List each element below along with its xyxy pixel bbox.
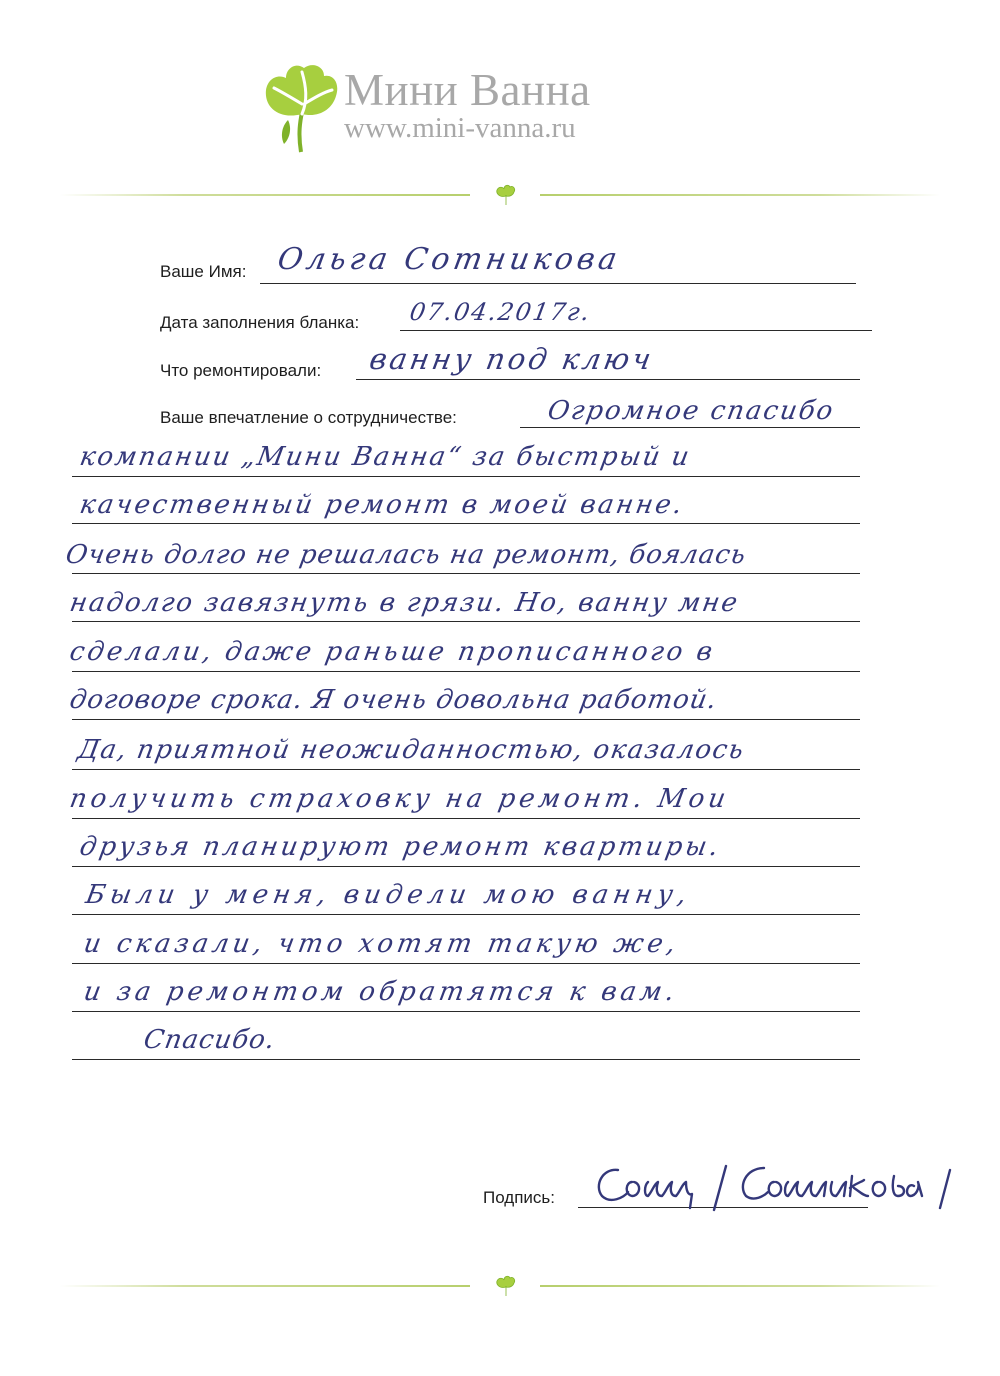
- impression-line: друзья планируют ремонт квартиры.: [77, 832, 724, 862]
- repair-value: ванну под ключ: [367, 342, 657, 376]
- impression-rule: [72, 621, 860, 622]
- impression-rule: [72, 866, 860, 867]
- impression-line: Спасибо.: [141, 1025, 278, 1055]
- leaf-icon: [495, 184, 517, 206]
- impression-line: Очень долго не решалась на ремонт, боялась: [63, 540, 749, 570]
- impression-rule-1: [520, 427, 860, 428]
- repair-label: Что ремонтировали:: [160, 361, 322, 380]
- impression-line: получить страховку на ремонт. Мои: [67, 784, 732, 814]
- logo-url: www.mini-vanna.ru: [344, 112, 576, 144]
- impression-line: Были у меня, видели мою ванну,: [83, 880, 694, 910]
- repair-rule: [356, 379, 860, 380]
- impression-rule: [72, 963, 860, 964]
- date-label: Дата заполнения бланка:: [160, 313, 360, 332]
- impression-rule: [72, 523, 860, 524]
- grape-leaf-icon: [262, 64, 340, 154]
- impression-rule: [72, 818, 860, 819]
- impression-line: Да, приятной неожиданностью, оказалось: [75, 735, 748, 765]
- impression-line: сделали, даже раньше прописанного в: [67, 637, 718, 667]
- impression-label: Ваше впечатление о сотрудничестве:: [160, 408, 457, 427]
- impression-line: и сказали, что хотят такую же,: [81, 929, 682, 959]
- name-rule: [260, 283, 856, 284]
- impression-rule: [72, 476, 860, 477]
- impression-line: и за ремонтом обратятся к вам.: [81, 977, 681, 1007]
- logo-title: Мини Ванна: [344, 65, 591, 115]
- impression-rule: [72, 769, 860, 770]
- impression-rule: [72, 573, 860, 574]
- name-label: Ваше Имя:: [160, 262, 247, 281]
- date-value: 07.04.2017г.: [407, 298, 594, 326]
- leaf-icon: [495, 1275, 517, 1297]
- top-divider: [60, 184, 940, 206]
- name-value: Ольга Сотникова: [274, 242, 624, 277]
- impression-rule: [72, 1059, 860, 1060]
- impression-rule: [72, 914, 860, 915]
- handwritten-signature: [588, 1152, 980, 1214]
- impression-rule: [72, 671, 860, 672]
- date-rule: [400, 330, 872, 331]
- impression-rule: [72, 1011, 860, 1012]
- bottom-divider: [60, 1275, 940, 1297]
- impression-line: надолго завязнуть в грязи. Но, ванну мне: [67, 588, 742, 618]
- impression-line: договоре срока. Я очень довольна работой.: [67, 685, 720, 715]
- impression-line: Огромное спасибо: [545, 396, 838, 426]
- impression-rule: [72, 719, 860, 720]
- company-logo: [262, 62, 682, 162]
- impression-line: качественный ремонт в моей ванне.: [77, 490, 687, 520]
- impression-line: компании „Мини Ванна“ за быстрый и: [77, 442, 694, 472]
- signature-label: Подпись:: [483, 1188, 556, 1207]
